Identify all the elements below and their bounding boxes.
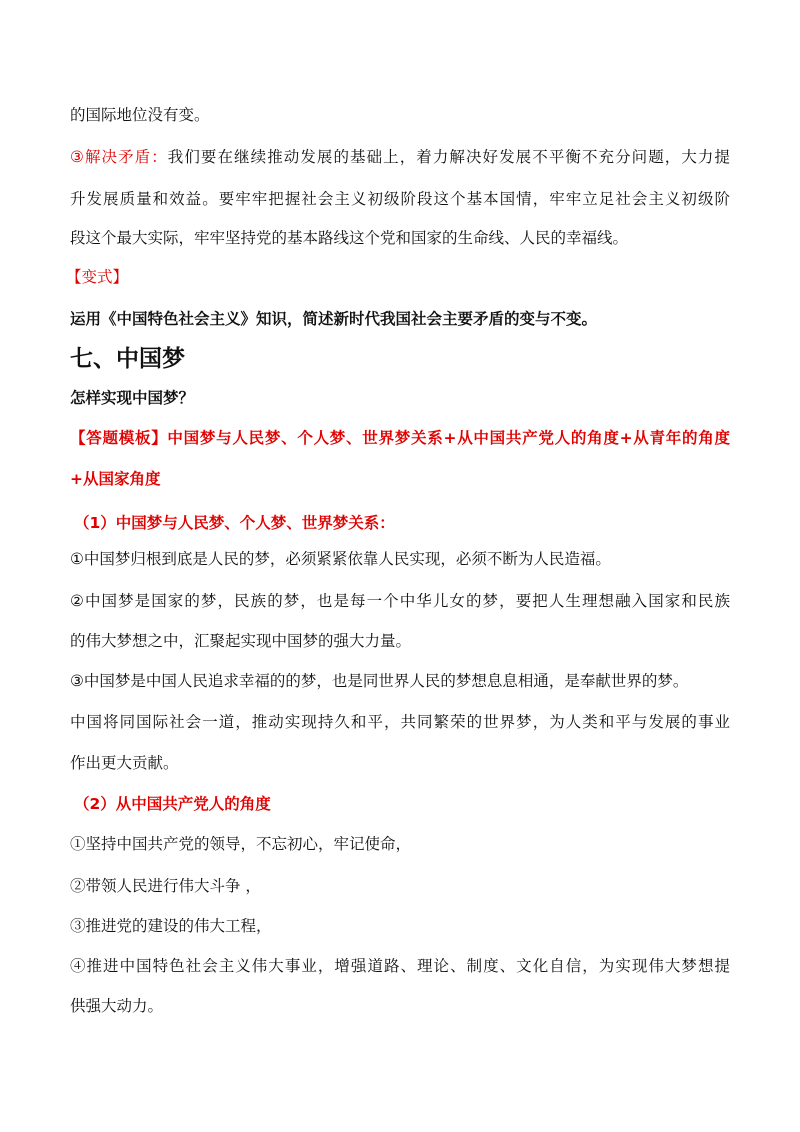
list-item: ②带领人民进行伟大斗争 ， [70,877,261,895]
answer-template-line: 【答题模板】中国梦与人民梦、个人梦、世界梦关系+从中国共产党人的角度+从青年的角度 [70,429,730,447]
resolve-contradiction-label: ③解决矛盾： [70,148,168,166]
variant-question: 运用《中国特色社会主义》知识，简述新时代我国社会主要矛盾的变与不变。 [70,310,598,328]
text-line: 的国际地位没有变。 [70,106,210,124]
paragraph-line: 的伟大梦想之中，汇聚起实现中国梦的强大力量。 [70,632,412,650]
question: 怎样实现中国梦？ [70,389,195,407]
text-line: 升发展质量和效益。要牢牢把握社会主义初级阶段这个基本国情，牢牢立足社会主义初级阶 [70,190,730,208]
variant-label: 【变式】 [66,268,129,286]
subheading-2: （2）从中国共产党人的角度 [74,795,271,813]
paragraph-line: ②中国梦是国家的梦，民族的梦，也是每一个中华儿女的梦，要把人生理想融入国家和民族 [70,592,730,610]
text-line: 段这个最大实际，牢牢坚持党的基本路线这个党和国家的生命线、人民的幸福线。 [70,229,629,247]
paragraph-line: ③中国梦是中国人民追求幸福的的梦，也是同世界人民的梦想息息相通，是奉献世界的梦。 [70,672,689,690]
paragraph-line: 中国将同国际社会一道，推动实现持久和平，共同繁荣的世界梦，为人类和平与发展的事业 [70,713,730,731]
list-item: ④推进中国特色社会主义伟大事业，增强道路、理论、制度、文化自信，为实现伟大梦想提 [70,957,730,975]
subheading-1: （1）中国梦与人民梦、个人梦、世界梦关系： [74,514,395,532]
text-line [70,146,730,168]
paragraph-line: 作出更大贡献。 [70,754,179,772]
list-item: 供强大动力。 [70,997,164,1015]
answer-template-line: +从国家角度 [70,470,161,488]
section-title: 七、中国梦 [70,346,185,372]
paragraph-line: ①中国梦归根到底是人民的梦，必须紧紧依靠人民实现，必须不断为人民造福。 [70,550,611,568]
list-item: ③推进党的建设的伟大工程， [70,917,272,935]
text-span: 我们要在继续推动发展的基础上，着力解决好发展不平衡不充分问题，大力提 [167,148,730,166]
list-item: ①坚持中国共产党的领导，不忘初心，牢记使命， [70,835,412,853]
